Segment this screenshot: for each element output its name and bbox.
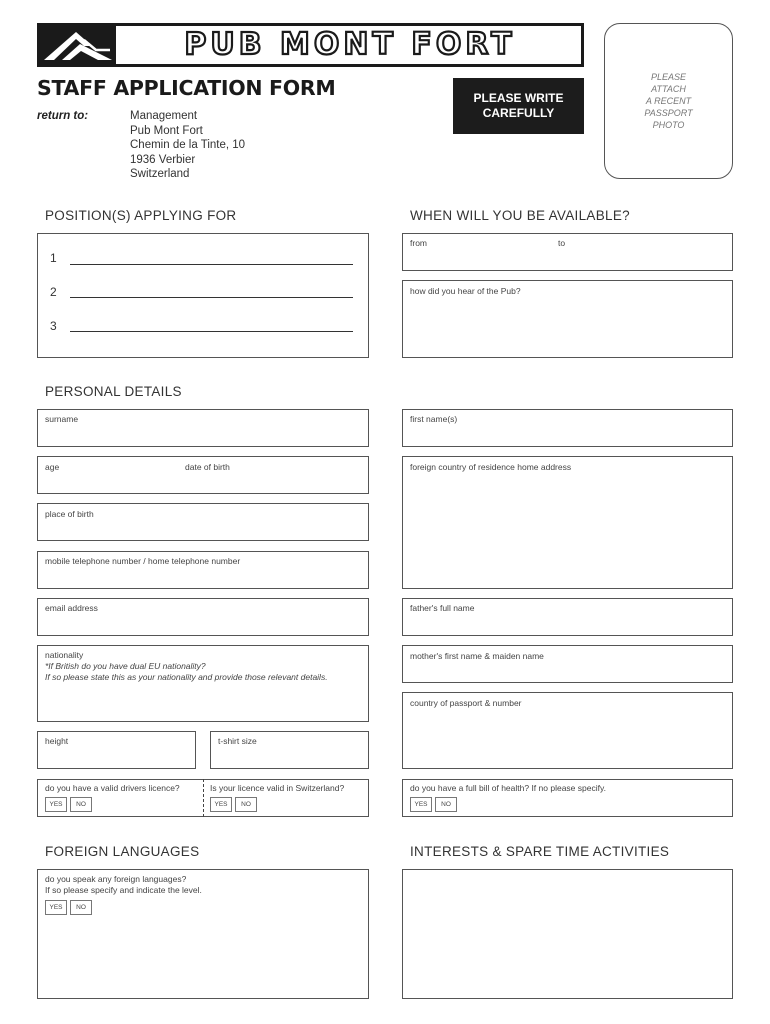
position-number: 1	[50, 251, 57, 265]
to-label: to	[558, 238, 566, 248]
position-number: 3	[50, 319, 57, 333]
surname-label: surname	[45, 414, 79, 424]
passport-label: country of passport & number	[410, 698, 522, 708]
licence-swiss-yes-checkbox[interactable]: YES	[210, 797, 232, 812]
phone-label: mobile telephone number / home telephone number	[45, 556, 241, 566]
nationality-field[interactable]	[37, 645, 369, 722]
positions-box	[37, 233, 369, 358]
photo-line: PLEASE	[650, 72, 687, 82]
first-names-label: first name(s)	[410, 414, 458, 424]
languages-no-checkbox[interactable]: NO	[70, 900, 92, 915]
licence-no-checkbox[interactable]: NO	[70, 797, 92, 812]
foreign-address-field[interactable]	[402, 456, 733, 589]
health-yes-checkbox[interactable]: YES	[410, 797, 432, 812]
address-line: Switzerland	[130, 168, 190, 180]
languages-instruction: If so please specify and indicate the level.	[45, 885, 202, 895]
father-name-label: father's full name	[410, 603, 475, 613]
surname-field[interactable]	[37, 409, 369, 447]
interests-field[interactable]	[402, 869, 733, 999]
passport-photo-box[interactable]	[604, 23, 733, 179]
form-title: STAFF APPLICATION FORM	[37, 76, 336, 100]
email-label: email address	[45, 603, 98, 613]
languages-yes-checkbox[interactable]: YES	[45, 900, 67, 915]
foreign-address-label: foreign country of residence home address	[410, 462, 572, 472]
position-2-field[interactable]	[70, 297, 353, 298]
health-no-checkbox[interactable]: NO	[435, 797, 457, 812]
licence-divider	[203, 779, 204, 817]
health-question: do you have a full bill of health? If no please specify.	[410, 783, 606, 793]
languages-heading: FOREIGN LANGUAGES	[45, 844, 200, 859]
licence-question: do you have a valid drivers licence?	[45, 783, 180, 793]
notice-line: CAREFULLY	[482, 106, 555, 120]
photo-instructions	[605, 71, 732, 131]
return-to-label: return to:	[37, 110, 89, 122]
address-line: Management	[130, 110, 198, 122]
age-label: age	[45, 462, 60, 472]
nationality-note: *If British do you have dual EU nationality?	[45, 661, 206, 671]
position-1-field[interactable]	[70, 264, 353, 265]
licence-yes-checkbox[interactable]: YES	[45, 797, 67, 812]
position-number: 2	[50, 285, 57, 299]
personal-details-heading: PERSONAL DETAILS	[45, 384, 182, 399]
address-line: Chemin de la Tinte, 10	[130, 139, 246, 151]
write-carefully-notice	[453, 78, 584, 134]
nationality-label: nationality	[45, 650, 84, 660]
positions-heading: POSITION(S) APPLYING FOR	[45, 208, 237, 223]
mountain-logo-icon	[40, 26, 116, 64]
photo-line: A RECENT	[645, 96, 692, 106]
address-line: 1936 Verbier	[130, 154, 196, 166]
position-3-field[interactable]	[70, 331, 353, 332]
brand-logo	[37, 23, 584, 67]
nationality-note: If so please state this as your nationality and provide those relevant details.	[45, 672, 328, 682]
interests-heading: INTERESTS & SPARE TIME ACTIVITIES	[410, 844, 670, 859]
dob-label: date of birth	[185, 462, 230, 472]
licence-swiss-no-checkbox[interactable]: NO	[235, 797, 257, 812]
photo-line: PASSPORT	[644, 108, 693, 118]
brand-name: PUB MONT FORT	[184, 27, 516, 62]
height-label: height	[45, 736, 69, 746]
photo-line: PHOTO	[652, 120, 685, 130]
place-of-birth-label: place of birth	[45, 509, 94, 519]
notice-line: PLEASE WRITE	[473, 91, 564, 105]
address-line: Pub Mont Fort	[130, 125, 203, 137]
availability-dates-field[interactable]	[402, 233, 733, 271]
tshirt-size-label: t-shirt size	[218, 736, 257, 746]
availability-heading: WHEN WILL YOU BE AVAILABLE?	[410, 208, 630, 223]
from-label: from	[410, 238, 427, 248]
licence-swiss-question: Is your licence valid in Switzerland?	[210, 783, 345, 793]
mother-name-label: mother's first name & maiden name	[410, 651, 544, 661]
photo-line: ATTACH	[651, 84, 686, 94]
hear-of-pub-label: how did you hear of the Pub?	[410, 286, 521, 296]
languages-question: do you speak any foreign languages?	[45, 874, 187, 884]
